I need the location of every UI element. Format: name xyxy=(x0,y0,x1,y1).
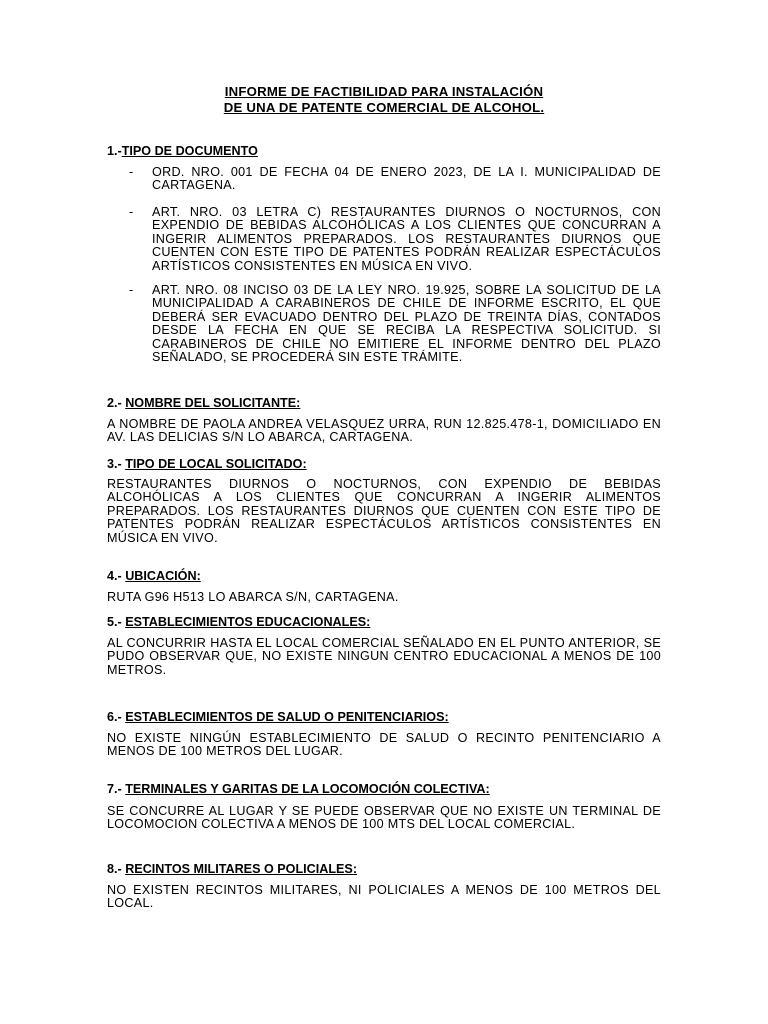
section-1-bullet-3: ART. NRO. 08 INCISO 03 DE LA LEY NRO. 19.925, SOBRE LA SOLICITUD DE LA MUNICIPALIDAD A CARABINEROS DE CHILE DE INFORME ESCRITO, EL QUE DEBERÁ SER EVACUADO DENTRO DEL PLAZO DE TREINTA DÍAS, CONTADOS DESDE LA FECHA EN QUE SE RECIBA LA RESPECTIVA SOLICITUD. SI CARABINEROS DE CHILE NO EMITIERE EL INFORME DENTRO DEL PLAZO SEÑALADO, SE PROCEDERÁ SIN ESTE TRÁMITE. xyxy=(152,283,661,365)
section-number: 4.- xyxy=(107,569,122,583)
section-number: 7.- xyxy=(107,782,122,796)
section-1-bullet-2: ART. NRO. 03 LETRA C) RESTAURANTES DIURNOS O NOCTURNOS, CON EXPENDIO DE BEBIDAS ALCOHÓLICAS A LOS CLIENTES QUE CONCURRAN A INGERIR ALIMENTOS PREPARADOS. LOS RESTAURANTES DIURNOS QUE CUENTEN CON ESTE TIPO DE PATENTES PODRÁN REALIZAR ESPECTÁCULOS ARTÍSTICOS CONSISTENTES EN MÚSICA EN VIVO. xyxy=(152,205,661,273)
section-1-bullet-1: ORD. NRO. 001 DE FECHA 04 DE ENERO 2023, DE LA I. MUNICIPALIDAD DE CARTAGENA. xyxy=(152,165,661,193)
section-2-heading xyxy=(107,396,300,410)
section-label: NOMBRE DEL SOLICITANTE: xyxy=(125,396,301,410)
section-4-text: RUTA G96 H513 LO ABARCA S/N, CARTAGENA. xyxy=(107,590,399,604)
document-title-line-1: INFORME DE FACTIBILIDAD PARA INSTALACIÓN xyxy=(224,84,544,99)
section-label: UBICACIÓN: xyxy=(125,569,201,583)
section-label: TIPO DE LOCAL SOLICITADO: xyxy=(125,457,307,471)
section-3-heading xyxy=(107,457,307,471)
section-number: 1.- xyxy=(107,144,122,158)
section-1-heading xyxy=(107,144,258,158)
section-number: 5.- xyxy=(107,615,122,629)
bullet-marker: - xyxy=(129,205,134,219)
section-number: 2.- xyxy=(107,396,122,410)
section-number: 3.- xyxy=(107,457,122,471)
bullet-marker: - xyxy=(129,283,134,297)
section-7-text: SE CONCURRE AL LUGAR Y SE PUEDE OBSERVAR QUE NO EXISTE UN TERMINAL DE LOCOMOCION COLECTIVA A MENOS DE 100 MTS DEL LOCAL COMERCIAL. xyxy=(107,804,661,832)
bullet-marker: - xyxy=(129,165,134,179)
section-8-text: NO EXISTEN RECINTOS MILITARES, NI POLICIALES A MENOS DE 100 METROS DEL LOCAL. xyxy=(107,883,661,911)
section-number: 6.- xyxy=(107,710,122,724)
section-label: TERMINALES Y GARITAS DE LA LOCOMOCIÓN COLECTIVA: xyxy=(125,782,490,796)
document-title-line-2: DE UNA DE PATENTE COMERCIAL DE ALCOHOL. xyxy=(223,100,545,115)
section-4-heading xyxy=(107,569,201,583)
section-8-heading xyxy=(107,862,357,876)
section-label: ESTABLECIMIENTOS DE SALUD O PENITENCIARIOS: xyxy=(125,710,449,724)
section-6-heading xyxy=(107,710,449,724)
section-2-text: A NOMBRE DE PAOLA ANDREA VELASQUEZ URRA, RUN 12.825.478-1, DOMICILIADO EN AV. LAS DELICIAS S/N LO ABARCA, CARTAGENA. xyxy=(107,417,661,445)
section-5-heading xyxy=(107,615,370,629)
section-7-heading xyxy=(107,782,490,796)
section-5-text: AL CONCURRIR HASTA EL LOCAL COMERCIAL SEÑALADO EN EL PUNTO ANTERIOR, SE PUDO OBSERVAR QUE, NO EXISTE NINGUN CENTRO EDUCACIONAL A MENOS DE 100 METROS. xyxy=(107,636,661,677)
section-label: ESTABLECIMIENTOS EDUCACIONALES: xyxy=(125,615,371,629)
section-6-text: NO EXISTE NINGÚN ESTABLECIMIENTO DE SALUD O RECINTO PENITENCIARIO A MENOS DE 100 METROS DEL LUGAR. xyxy=(107,731,661,759)
section-label: TIPO DE DOCUMENTO xyxy=(121,144,258,158)
section-number: 8.- xyxy=(107,862,122,876)
section-3-text: RESTAURANTES DIURNOS O NOCTURNOS, CON EXPENDIO DE BEBIDAS ALCOHÓLICAS A LOS CLIENTES QUE CONCURRAN A INGERIR ALIMENTOS PREPARADOS. LOS RESTAURANTES DIURNOS QUE CUENTEN CON ESTE TIPO DE PATENTES PODRÁN REALIZAR ESPECTÁCULOS ARTÍSTICOS CONSISTENTES EN MÚSICA EN VIVO. xyxy=(107,477,661,545)
section-label: RECINTOS MILITARES O POLICIALES: xyxy=(125,862,358,876)
